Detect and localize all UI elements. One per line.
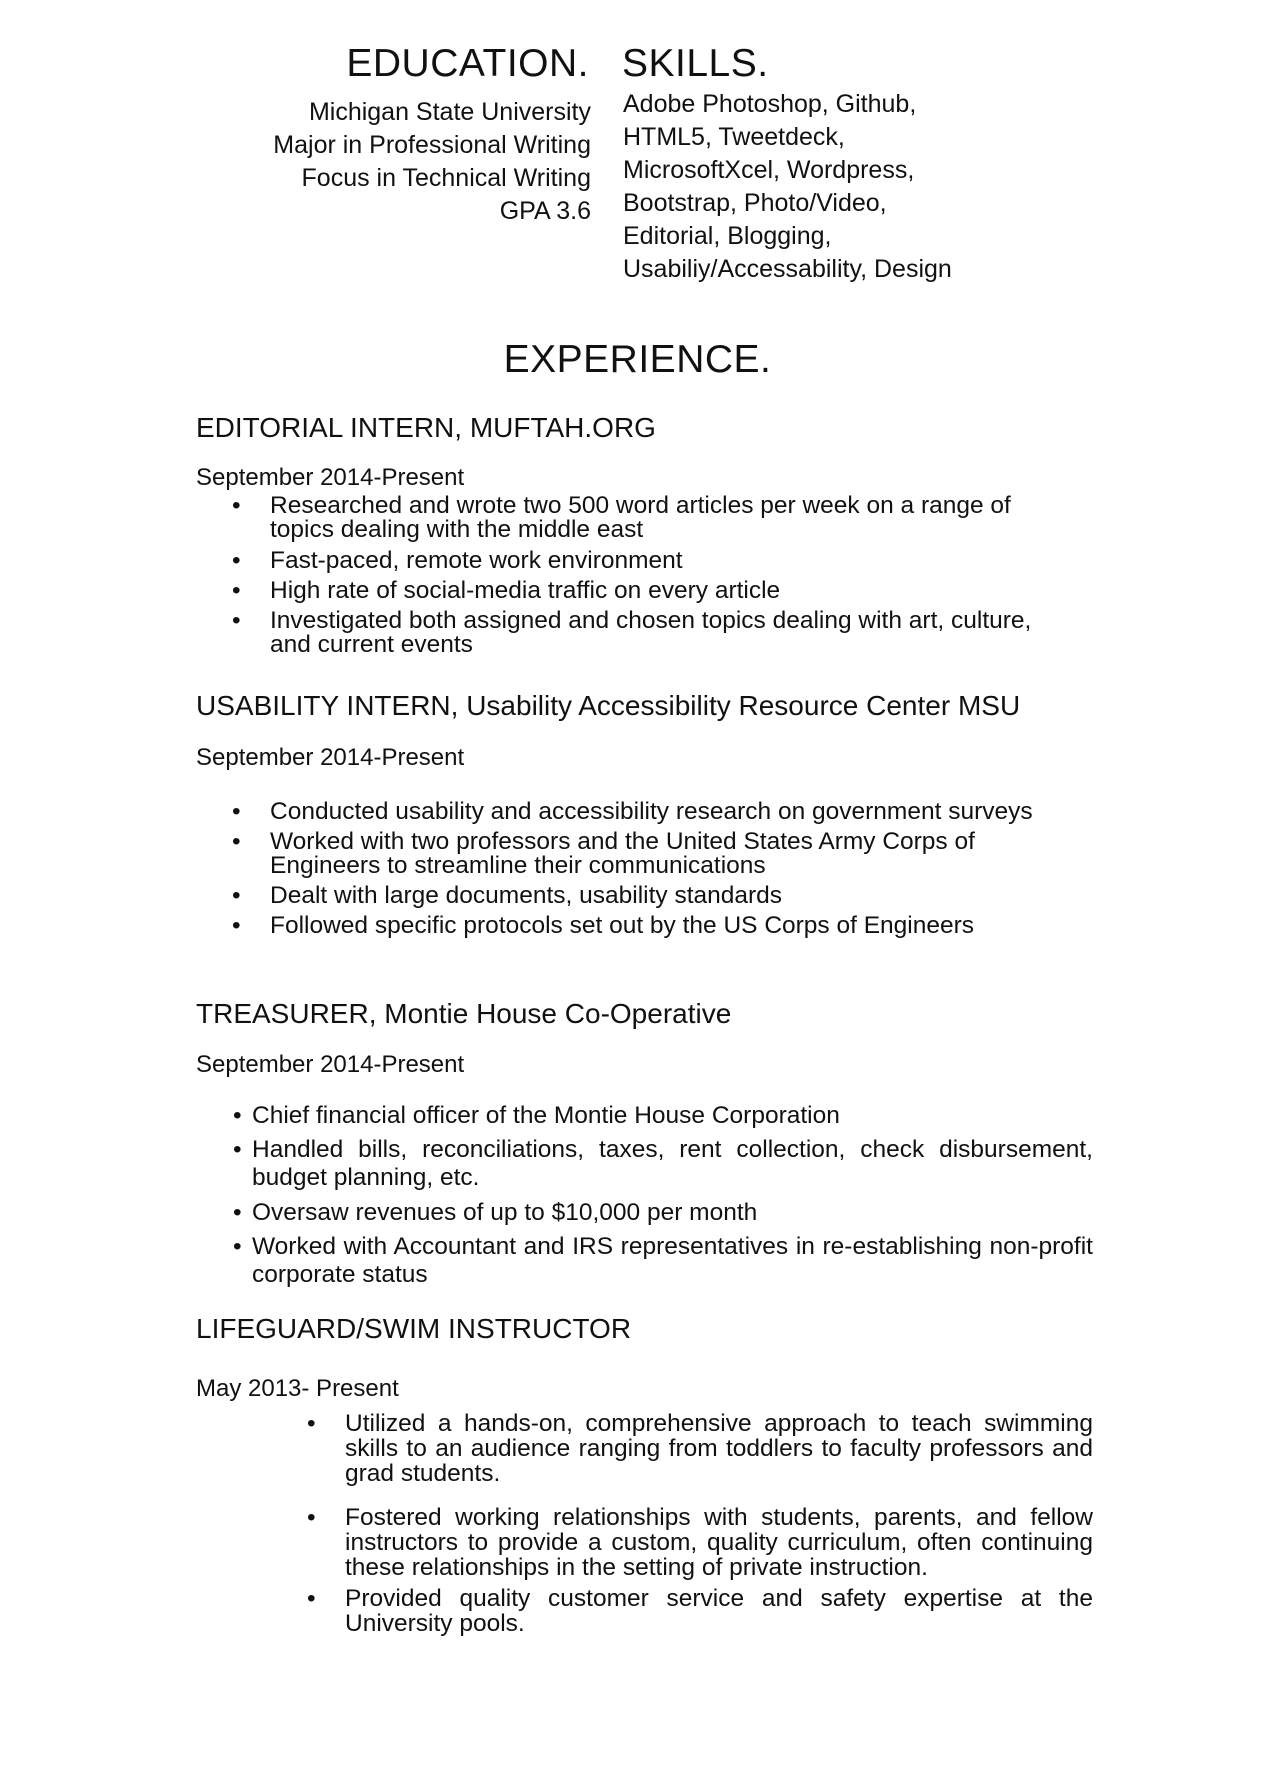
skills-line: Editorial, Blogging, — [623, 222, 832, 250]
list-item — [232, 800, 1062, 824]
job-date: September 2014-Present — [196, 464, 465, 491]
bullet-text: Followed specific protocols set out by the US Corps of Engineers — [270, 912, 975, 939]
job-date: May 2013- Present — [196, 1375, 399, 1402]
bullet-icon: • — [233, 1199, 242, 1226]
bullet-icon: • — [232, 547, 241, 574]
bullet-icon: • — [232, 882, 241, 909]
bullet-icon: • — [232, 798, 241, 825]
page-bottom-margin — [0, 1640, 1275, 1781]
list-item — [233, 1136, 1093, 1192]
bullet-icon: • — [307, 1585, 316, 1612]
bullet-text: Fostered working relationships with students, parents, and fellow instructors to provide a custom, quality curriculum, often continuing these relationships in the setting of private instruction. — [345, 1504, 1093, 1581]
education-line: Michigan State University — [308, 98, 591, 126]
education-line: Major in Professional Writing — [273, 131, 591, 159]
bullet-icon: • — [232, 828, 241, 855]
skills-line: Adobe Photoshop, Github, — [623, 90, 917, 118]
skills-line: Usabiliy/Accessability, Design — [623, 255, 952, 283]
list-item — [232, 609, 1062, 657]
bullet-text: Investigated both assigned and chosen topics dealing with art, culture, and current events — [270, 607, 1032, 658]
list-item — [232, 884, 1062, 908]
bullet-text: High rate of social-media traffic on every article — [270, 577, 781, 604]
bullet-text: Researched and wrote two 500 word articles per week on a range of topics dealing with the middle east — [270, 492, 1011, 543]
bullet-text: Handled bills, reconciliations, taxes, rent collection, check disbursement, budget planning, etc. — [252, 1136, 1093, 1191]
bullet-icon: • — [232, 492, 241, 519]
job-title: LIFEGUARD/SWIM INSTRUCTOR — [196, 1313, 632, 1344]
job-title: TREASURER, Montie House Co-Operative — [196, 998, 732, 1029]
education-line: Focus in Technical Writing — [301, 164, 591, 192]
list-item — [232, 914, 1062, 938]
list-item — [307, 1586, 1093, 1636]
experience-heading: EXPERIENCE. — [503, 338, 772, 381]
bullet-icon: • — [232, 912, 241, 939]
bullet-text: Dealt with large documents, usability standards — [270, 882, 783, 909]
bullet-icon: • — [307, 1504, 316, 1531]
list-item — [233, 1199, 1093, 1227]
list-item — [232, 830, 1062, 878]
bullet-text: Chief financial officer of the Montie House Corporation — [252, 1102, 840, 1129]
job-date: September 2014-Present — [196, 1051, 465, 1078]
list-item — [307, 1411, 1093, 1486]
list-item — [232, 494, 1062, 542]
education-line: GPA 3.6 — [499, 197, 591, 225]
job-date: September 2014-Present — [196, 744, 465, 771]
skills-heading: SKILLS. — [622, 42, 769, 85]
list-item — [232, 579, 1062, 603]
bullet-icon: • — [232, 577, 241, 604]
list-item — [307, 1505, 1093, 1580]
bullet-text: Worked with Accountant and IRS representatives in re-establishing non-profit corporate status — [252, 1233, 1093, 1288]
bullet-text: Utilized a hands-on, comprehensive approach to teach swimming skills to an audience ranging from toddlers to faculty professors and grad students. — [345, 1410, 1093, 1487]
list-item — [233, 1102, 1093, 1130]
bullet-icon: • — [233, 1102, 242, 1129]
job-title: EDITORIAL INTERN, MUFTAH.ORG — [196, 412, 656, 443]
list-item — [232, 549, 1062, 573]
skills-line: Bootstrap, Photo/Video, — [623, 189, 887, 217]
bullet-icon: • — [232, 607, 241, 634]
bullet-text: Worked with two professors and the United States Army Corps of Engineers to streamline their communications — [270, 828, 975, 879]
bullet-text: Fast-paced, remote work environment — [270, 547, 683, 574]
bullet-icon: • — [233, 1233, 242, 1260]
bullet-icon: • — [233, 1136, 242, 1163]
bullet-text: Conducted usability and accessibility research on government surveys — [270, 798, 1033, 825]
bullet-icon: • — [307, 1410, 316, 1437]
job-title: USABILITY INTERN, Usability Accessibility Resource Center MSU — [196, 690, 1021, 721]
list-item — [233, 1233, 1093, 1289]
bullet-text: Provided quality customer service and safety expertise at the University pools. — [345, 1585, 1093, 1637]
education-heading: EDUCATION. — [346, 42, 589, 85]
skills-line: HTML5, Tweetdeck, — [623, 123, 845, 151]
bullet-text: Oversaw revenues of up to $10,000 per month — [252, 1199, 758, 1226]
skills-line: MicrosoftXcel, Wordpress, — [623, 156, 915, 184]
